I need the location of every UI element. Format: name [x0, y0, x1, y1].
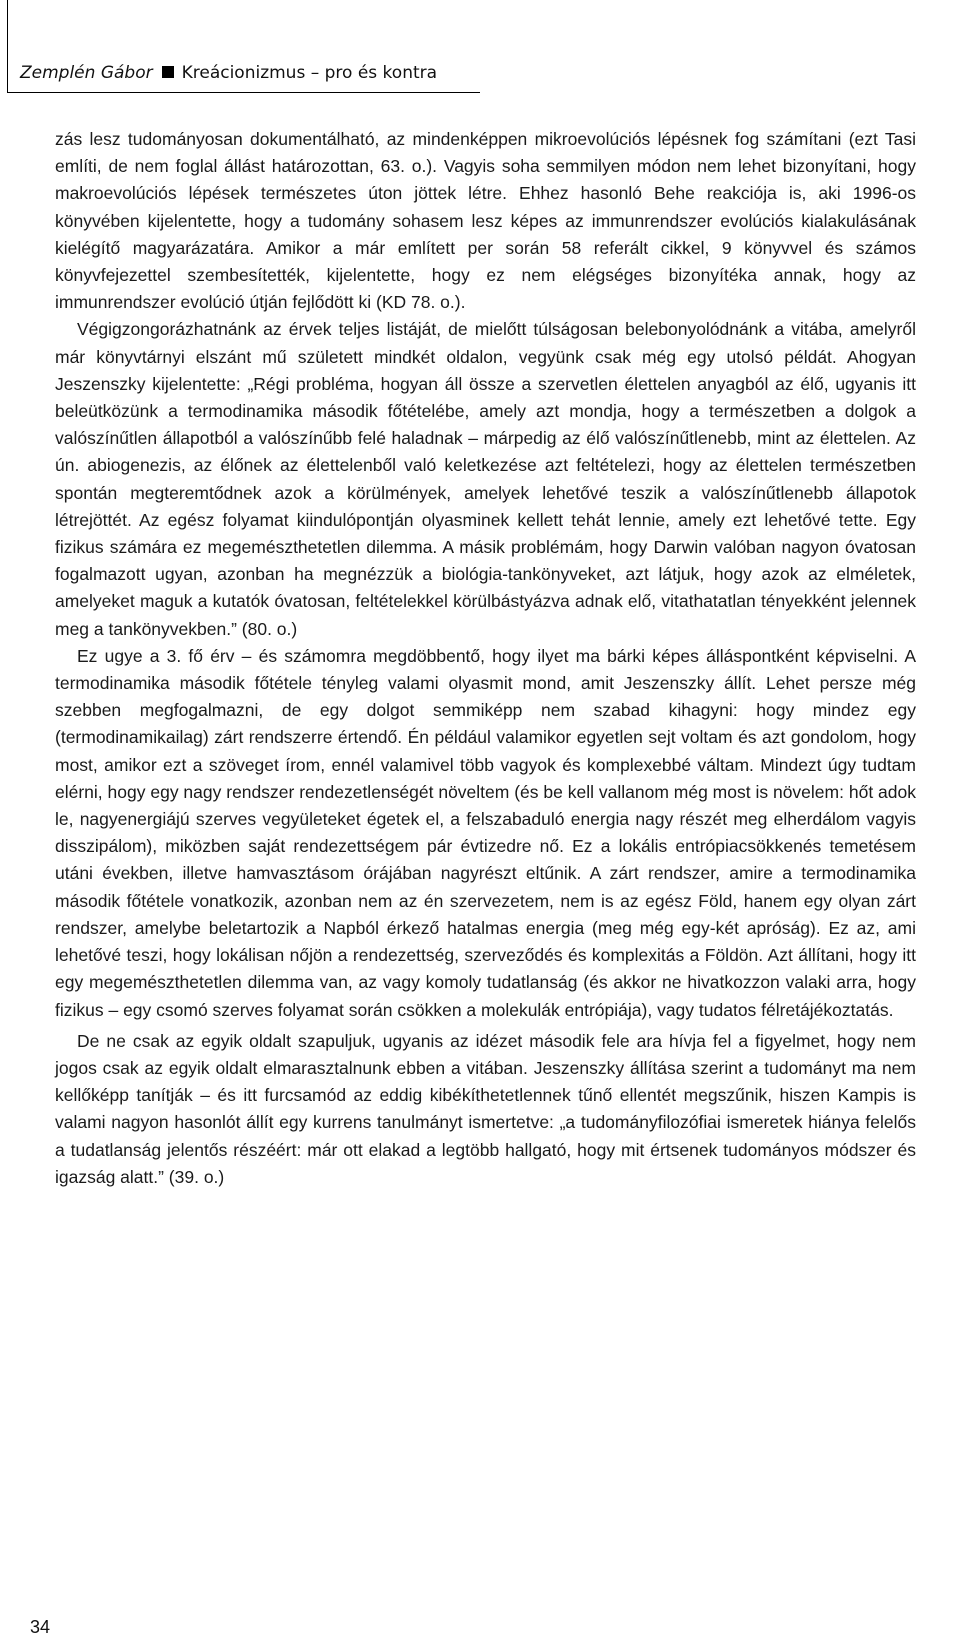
running-header-text: [20, 63, 437, 83]
paragraph: Ez ugye a 3. fő érv – és számomra megdöbbentő, hogy ilyet ma bárki képes álláspontként képviselni. A termodinamika második főtétele tényleg valami olyasmit mond, amit Jeszenszky állít. Lehet persze még szebben megfogalmazni, de egy dolgot semmiképp nem szabad kihagyni: hogy mindez egy (termodinamikailag) zárt rendszerre értendő. Én például valamikor egyetlen sejt voltam és azt gondolom, hogy most, amikor ezt a szöveget írom, ennél valamivel több vagyok és komplexebbé váltam. Mindezt úgy tudtam elérni, hogy egy nagy rendszer rendezetlenségét növeltem (és be kell vallanom még most is növelem: hőt adok le, nagyenergiájú szerves vegyületeket égetek el, a felszabaduló energia nagy részét meg elherdálom vagyis disszipálom), miközben saját rendezettségem pár évtizedre nő. Ez a lokális entrópiacsökkenés temetésem utáni években, illetve hamvasztásom órájában nagyrészt eltűnik. A zárt rendszer, amire a termodinamika második főtétele vonatkozik, azonban nem az én szervezetem, nem is az egész Föld, hanem egy olyan zárt rendszer, amelybe beletartozik a Napból érkező hatalmas energia (meg még egy-két apróság). Ez az, ami lehetővé teszi, hogy lokálisan nőjön a rendezettség, szerveződés és komplexitás a Földön. Azt állítani, hogy itt egy megemészthetetlen dilemma van, az vagy komoly tudatlanság (és akkor ne hivatkozzon valaki arra, hogy fizikus – egy csomó szerves folyamat során csökken a molekulák entrópiája), vagy tudatos félretájékoztatás.: [55, 645, 916, 1020]
header-title: Kreácionizmus – pro és kontra: [181, 63, 438, 83]
paragraph-continued: zás lesz tudományosan dokumentálható, az mindenképpen mikroevolúciós lépésnek fog számítani (ezt Tasi említi, de nem foglal állást határozottan, 63. o.). Vagyis soha semmilyen módon nem lehet bizonyítani, hogy makroevolúciós lépések természetes úton jöttek létre. Ehhez hasonló Behe reakciója is, aki 1996-os könyvében kijelentette, hogy a tudomány sohasem lesz képes az immunrendszer evolúciós kialakulásának kielégítő magyarázatára. Amikor a már említett per során 58 referált cikkel, 9 könyvvel és számos könyvfejezettel szembesítették, kijelentette, hogy ez nem elégséges bizonyítéka annak, hogy az immunrendszer evolúció útján fejlődött ki (KD 78. o.).: [55, 129, 916, 313]
paragraph: De ne csak az egyik oldalt szapuljuk, ugyanis az idézet második fele ara hívja fel a figyelmet, hogy nem jogos csak az egyik oldalt elmarasztalnunk ebben a vitában. Jeszenszky állítása szerint a tudományt ma nem kellőképp tanítják – és itt furcsamód az eddig kibékíthetetlennek tűnő ellentét megszűnik, hiszen Kampis is valami nagyon hasonlót állít egy kurrens tanulmányt ismertetve: „a tudományfilozófiai ismeretek hiánya felelős a tudatlanság jelentős részéért: már ott elakad a legtöbb hallgató, hogy mit értsenek tudományos módszer és igazság alatt.” (39. o.): [55, 1030, 916, 1187]
square-bullet-icon: [162, 66, 174, 78]
header-author: Zemplén Gábor: [20, 63, 153, 83]
body-text: [55, 126, 916, 1191]
paragraph: Végigzongorázhatnánk az érvek teljes listáját, de mielőtt túlságosan belebonyolódnánk a vitába, amelyről már könyvtárnyi elszánt mű született mindkét oldalon, vegyünk csak még egy utolsó példát. Ahogyan Jeszenszky kijelentette: „Régi probléma, hogyan áll össze a szervetlen élettelen anyagból az élő, ugyanis itt beleütközünk a termodinamika második főtételébe, amely azt mondja, hogy a természetben a dolgok a valószínűtlen állapotból a valószínűbb felé haladnak – márpedig az élő valószínűtlenebb, mint az élettelen. Az ún. abiogenezis, az élőnek az élettelenből való keletkezése azt feltételezi, hogy az élettelen természetben spontán megteremtődnek azok a körülmények, amelyek lehetővé teszik a valószínűtlenebb állapotok létrejöttét. Az egész folyamat kiindulópontján olyasminek kellett tehát lennie, amely ezt lehetővé tette. Egy fizikus számára ez megemészthetetlen dilemma. A másik problémám, hogy Darwin valóban nagyon óvatosan fogalmazott ugyan, azonban ha megnézzük a biológia-tankönyveket, azt látjuk, hogy azok az elméletek, amelyeket maguk a kutatók óvatosan, feltételekkel körülbástyázva adnak elő, vitathatatlan tényekként jelennek meg a tankönyvekben.” (80. o.): [55, 319, 916, 639]
page-number: 34: [30, 1617, 51, 1637]
running-header: [7, 60, 480, 93]
